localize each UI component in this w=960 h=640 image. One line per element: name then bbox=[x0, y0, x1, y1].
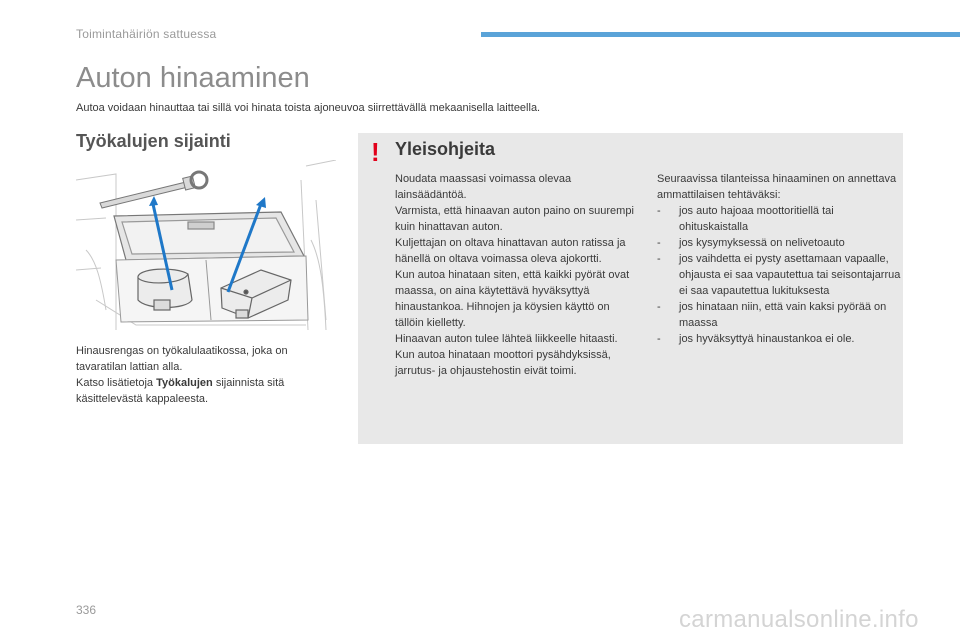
left-storage-box bbox=[138, 269, 192, 310]
general-advice-heading: Yleisohjeita bbox=[395, 139, 496, 159]
page-number: 336 bbox=[76, 603, 97, 617]
advice-paragraph: Hinaavan auton tulee lähteä liikkeelle hitaasti. bbox=[395, 333, 618, 345]
trunk-floor-tray bbox=[114, 212, 304, 260]
general-advice-panel bbox=[358, 133, 903, 444]
professional-towing-intro: Seuraavissa tilanteissa hinaaminen on annettava ammattilaisen tehtäväksi: bbox=[657, 173, 897, 201]
section-header: Toimintahäiriön sattuessa bbox=[76, 27, 217, 41]
advice-paragraph: Kun autoa hinataan siten, että kaikki pyörät ovat maassa, on aina käytettävä hyväksyttyä hinaustankoa. Hihnojen ja köysien käyttö on tällöin kielletty. bbox=[395, 269, 630, 329]
list-item: - jos vaihdetta ei pysty asettamaan vapaalle, ohjausta ei saa vapautettua tai seisontajarrua ei saa vapautettua lukituksesta bbox=[657, 253, 901, 297]
page-title: Auton hinaaminen bbox=[76, 62, 310, 94]
general-advice-left-column bbox=[395, 171, 640, 379]
header-accent-bar bbox=[481, 32, 960, 37]
list-item: - jos auto hajoaa moottoritiellä tai ohituskaistalla bbox=[657, 205, 834, 233]
advice-paragraph: Varmista, että hinaavan auton paino on suurempi kuin hinattavan auton. bbox=[395, 205, 634, 233]
list-item: - jos kysymyksessä on nelivetoauto bbox=[657, 237, 845, 249]
tools-caption bbox=[76, 343, 336, 407]
watermark: carmanualsonline.info bbox=[679, 606, 919, 633]
advice-paragraph: Noudata maassasi voimassa olevaa lainsäädäntöä. bbox=[395, 173, 572, 201]
advice-paragraph: Kuljettajan on oltava hinattavan auton ratissa ja hänellä on oltava voimassa oleva ajokortti. bbox=[395, 237, 626, 265]
list-item: - jos hyväksyttyä hinaustankoa ei ole. bbox=[657, 333, 855, 345]
warning-icon: ! bbox=[371, 137, 380, 167]
caption-line-2: Katso lisätietoja Työkalujen sijainnista sitä käsittelevästä kappaleesta. bbox=[76, 377, 285, 405]
caption-bold-term: Työkalujen bbox=[156, 377, 213, 389]
intro-text: Autoa voidaan hinauttaa tai sillä voi hinata toista ajoneuvoa siirrettävällä mekaanisella laitteella. bbox=[76, 102, 541, 114]
advice-paragraph: Kun autoa hinataan moottori pysähdyksissä, jarrutus- ja ohjaustehostin eivät toimi. bbox=[395, 349, 611, 377]
trunk-tools-illustration bbox=[76, 160, 336, 334]
general-advice-right-column bbox=[657, 171, 902, 347]
professional-towing-list bbox=[657, 203, 902, 347]
list-item: - jos hinataan niin, että vain kaksi pyörää on maassa bbox=[657, 301, 887, 329]
caption-line-1: Hinausrengas on työkalulaatikossa, joka on tavaratilan lattian alla. bbox=[76, 345, 288, 373]
tools-location-heading: Työkalujen sijainti bbox=[76, 131, 231, 151]
